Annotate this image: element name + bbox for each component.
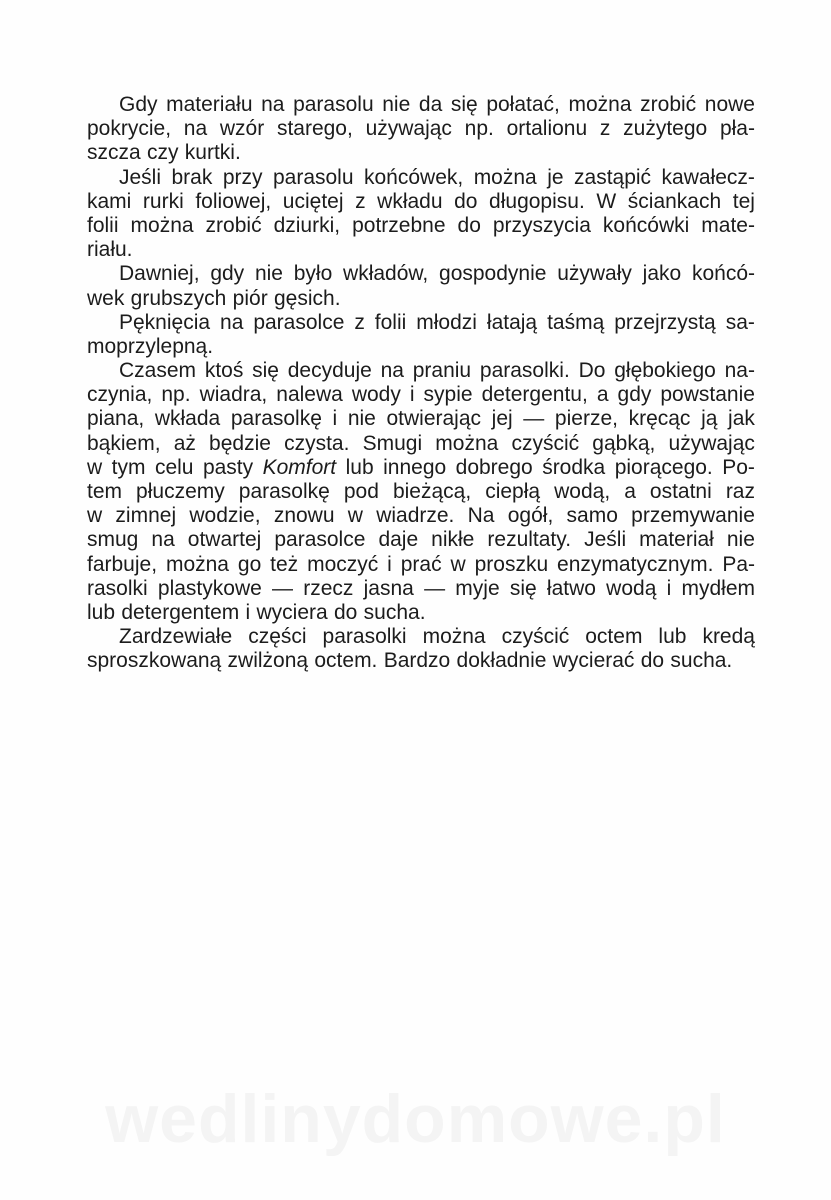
word: tym — [111, 455, 146, 479]
word: jako — [642, 262, 682, 286]
word: czynia, — [87, 383, 153, 407]
word: na — [261, 93, 285, 116]
text-line — [87, 625, 755, 649]
word: długopisu. — [489, 189, 585, 213]
word: parasolki — [322, 625, 407, 649]
word: zrobić — [640, 93, 697, 116]
body-text — [87, 93, 755, 674]
word: materiał — [639, 528, 714, 552]
word: Po- — [722, 455, 755, 479]
word: w — [347, 504, 363, 528]
word: ją — [701, 407, 718, 431]
word: sypie — [423, 383, 473, 407]
word: — — [523, 407, 545, 431]
text-line — [87, 359, 755, 383]
word: się — [450, 93, 478, 116]
word: nalewa — [276, 383, 343, 407]
word: wyciera — [256, 600, 328, 624]
word: daje — [378, 528, 419, 552]
word: taśmą — [547, 310, 605, 334]
word: wzór — [219, 117, 265, 141]
word: parasolkę — [230, 407, 322, 431]
word: przemywanie — [631, 504, 755, 528]
word: do — [334, 600, 358, 624]
word: czyścić — [501, 625, 570, 649]
word: zastąpić — [574, 165, 652, 189]
word: nikłe — [431, 528, 475, 552]
text-line — [87, 262, 755, 286]
word: innego — [383, 455, 447, 479]
word: kurtki. — [184, 141, 241, 165]
text-line — [87, 577, 755, 601]
word: na- — [724, 359, 755, 383]
word: starego, — [276, 117, 353, 141]
text-line — [87, 117, 755, 141]
word: na — [380, 359, 404, 383]
word: ortalionu — [506, 117, 588, 141]
word: mate- — [701, 213, 755, 237]
text-line — [87, 335, 755, 359]
word: płuczemy — [136, 480, 225, 503]
word: gęsich. — [274, 286, 341, 310]
word: zwilżoną — [227, 649, 309, 673]
word: pasty — [202, 455, 254, 479]
word: tem — [87, 480, 123, 503]
word: przejrzystą — [614, 310, 716, 334]
word: powstanie — [660, 383, 755, 407]
word: jasna — [363, 576, 414, 600]
word: otwierając — [386, 407, 482, 431]
word: i — [332, 407, 338, 431]
word: np. — [464, 117, 494, 141]
word: ciepłą — [485, 480, 541, 503]
word: łatają — [486, 310, 538, 334]
word: Jeśli — [584, 528, 627, 552]
word: ściankach — [627, 189, 722, 213]
text-line — [87, 456, 755, 480]
word: z — [599, 117, 611, 141]
word: Bardzo — [383, 649, 451, 673]
word: i — [387, 552, 392, 576]
word: sucha. — [670, 649, 733, 673]
text-line — [87, 553, 755, 577]
word: zużytego — [623, 117, 708, 141]
word: prać — [400, 552, 442, 576]
word: pokrycie, — [87, 117, 172, 141]
word: Dawniej, — [119, 262, 200, 286]
word: je — [547, 165, 564, 189]
word: można — [568, 93, 632, 116]
word: parasolu — [272, 165, 354, 189]
word: gdy — [210, 262, 245, 286]
word: i — [245, 600, 251, 624]
word: nowe — [704, 93, 755, 116]
word: Pęknięcia — [119, 310, 211, 334]
text-line — [87, 93, 755, 117]
word: dziurki, — [273, 213, 341, 237]
word: przy — [222, 165, 263, 189]
word: uciętej — [282, 189, 344, 213]
word: używały — [557, 262, 632, 286]
word: się — [252, 359, 279, 383]
word: wkładu — [377, 189, 443, 213]
word: lub — [658, 625, 687, 649]
word: przyszycia — [492, 213, 591, 237]
word: nie — [382, 93, 411, 116]
word: kredą — [702, 625, 755, 649]
word: środka — [542, 455, 606, 479]
word: celu — [154, 455, 194, 479]
word: Czasem — [119, 359, 197, 383]
word: czyścić — [511, 431, 580, 455]
word: i — [666, 576, 672, 600]
word: raz — [725, 480, 755, 503]
word: z — [354, 310, 365, 334]
word: aż — [173, 431, 196, 455]
word: gospodynie — [439, 262, 547, 286]
word: części — [248, 625, 307, 649]
word: wodą, — [554, 480, 611, 503]
word: na — [220, 310, 244, 334]
word: ktoś — [204, 359, 244, 383]
word: foliowej, — [195, 189, 272, 213]
word: rezultaty. — [487, 528, 572, 552]
word: lub — [345, 455, 374, 479]
word: samo — [566, 504, 618, 528]
word: octem. — [314, 649, 378, 673]
word: myje — [455, 576, 500, 600]
word: ostatni — [649, 480, 712, 503]
word: jak — [728, 407, 755, 431]
word: piorącego. — [614, 455, 713, 479]
word: na — [151, 528, 175, 552]
text-line — [87, 407, 755, 431]
word: W — [596, 189, 617, 213]
word: końcówki — [602, 213, 690, 237]
text-line — [87, 383, 755, 407]
word: plastykowe — [157, 576, 262, 600]
word: czysta. — [284, 431, 350, 455]
word: wodą — [606, 576, 657, 600]
word: Na — [467, 504, 495, 528]
word: rurki — [142, 189, 184, 213]
word: proszku — [474, 552, 549, 576]
word: smug — [87, 528, 139, 552]
word: pła- — [719, 117, 755, 141]
word: łatwo — [546, 576, 596, 600]
word: bieżącą, — [392, 480, 472, 503]
word: sa- — [725, 310, 755, 334]
word: wodzie, — [189, 504, 261, 528]
text-line — [87, 141, 755, 165]
word: praniu — [412, 359, 472, 383]
text-line — [87, 166, 755, 190]
word: końcówek, — [364, 165, 464, 189]
word: można — [422, 625, 486, 649]
word: bąkiem, — [87, 431, 161, 455]
word: sucha. — [363, 600, 426, 624]
word: a — [624, 480, 636, 503]
word: gąbką, — [592, 431, 656, 455]
word: riału. — [87, 238, 133, 262]
word: folii — [87, 213, 119, 237]
word: parasolkę — [238, 480, 330, 503]
word: — — [424, 576, 446, 600]
word: kawałecz- — [661, 165, 755, 189]
word: Zardzewiałe — [119, 625, 233, 649]
word: czy — [146, 141, 179, 165]
word: octem — [585, 625, 643, 649]
word: grubszych — [130, 286, 227, 310]
word: można — [165, 552, 229, 576]
word: na — [183, 117, 208, 141]
word: parasolce — [274, 528, 366, 552]
word: dokładnie — [456, 649, 547, 673]
word: materiału — [166, 93, 253, 116]
text-line — [87, 601, 755, 625]
watermark: wedlinydomowe.pl — [105, 1081, 726, 1157]
word: szcza — [87, 141, 141, 165]
word: sproszkowaną — [87, 649, 222, 673]
word: kami — [87, 189, 132, 213]
word: do — [454, 189, 478, 213]
word: piór — [232, 286, 268, 310]
word: kręcąc — [628, 407, 691, 431]
word: wek — [87, 286, 125, 310]
word: pierze, — [554, 407, 618, 431]
word: lub — [87, 600, 116, 624]
word: nie — [254, 262, 283, 286]
word: moczyć — [307, 552, 379, 576]
text-line — [87, 480, 755, 504]
word: Jeśli — [119, 165, 162, 189]
word: było — [293, 262, 333, 286]
word: się — [509, 576, 537, 600]
word: parasolce — [253, 310, 345, 334]
word: farbuje, — [87, 552, 158, 576]
word: młodzi — [416, 310, 477, 334]
word: pod — [343, 480, 379, 503]
word: jej — [491, 407, 513, 431]
word: parasolu — [293, 93, 374, 116]
word: nie — [347, 407, 376, 431]
text-line — [87, 190, 755, 214]
word: zrobić — [205, 213, 262, 237]
word: też — [270, 552, 299, 576]
text-line — [87, 287, 755, 311]
word: Do — [578, 359, 606, 383]
word: używając — [365, 117, 452, 141]
word: brak — [171, 165, 213, 189]
word: nie — [726, 528, 755, 552]
word: Komfort — [262, 455, 337, 479]
word: detergentu, — [481, 383, 588, 407]
word: można — [435, 431, 499, 455]
word: potrzebne — [352, 213, 446, 237]
word: rasolki — [87, 576, 148, 600]
text-line — [87, 649, 755, 673]
word: wiadrze. — [376, 504, 455, 528]
word: połatać, — [486, 93, 560, 116]
word: — — [272, 576, 294, 600]
word: można — [130, 213, 194, 237]
word: piana, — [87, 407, 145, 431]
word: go — [237, 552, 262, 576]
word: w — [450, 552, 466, 576]
word: w — [87, 504, 103, 528]
word: wkłada — [154, 407, 221, 431]
word: będzie — [209, 431, 271, 455]
word: z — [355, 189, 366, 213]
word: parasolki. — [479, 359, 570, 383]
word: wkładów, — [343, 262, 429, 286]
word: wody — [351, 383, 401, 407]
word: rzecz — [303, 576, 354, 600]
word: np. — [161, 383, 191, 407]
word: a — [596, 383, 609, 407]
word: ogół, — [507, 504, 554, 528]
word: otwartej — [187, 528, 262, 552]
word: wycierać — [552, 649, 635, 673]
word: Pa- — [722, 552, 755, 576]
word: znowu — [273, 504, 335, 528]
word: enzymatycznym. — [557, 552, 714, 576]
word: gdy — [617, 383, 652, 407]
word: wiadra, — [199, 383, 268, 407]
text-line — [87, 238, 755, 262]
word: tej — [732, 189, 755, 213]
word: można — [473, 165, 537, 189]
text-line — [87, 528, 755, 552]
word: folii — [374, 310, 407, 334]
word: dobrego — [455, 455, 533, 479]
word: końcó- — [691, 262, 755, 286]
word: decyduje — [287, 359, 372, 383]
word: da — [418, 93, 443, 116]
word: detergentem — [121, 600, 240, 624]
word: używając — [668, 431, 755, 455]
word: w — [87, 455, 103, 479]
text-line — [87, 214, 755, 238]
word: moprzylepną. — [87, 334, 214, 358]
word: zimnej — [115, 504, 177, 528]
word: i — [409, 383, 415, 407]
word: mydłem — [681, 576, 755, 600]
text-line — [87, 432, 755, 456]
word: do — [457, 213, 481, 237]
word: głębokiego — [614, 359, 716, 383]
word: do — [640, 649, 665, 673]
text-line — [87, 504, 755, 528]
word: Smugi — [362, 431, 423, 455]
word: Gdy — [119, 93, 158, 116]
text-line — [87, 311, 755, 335]
